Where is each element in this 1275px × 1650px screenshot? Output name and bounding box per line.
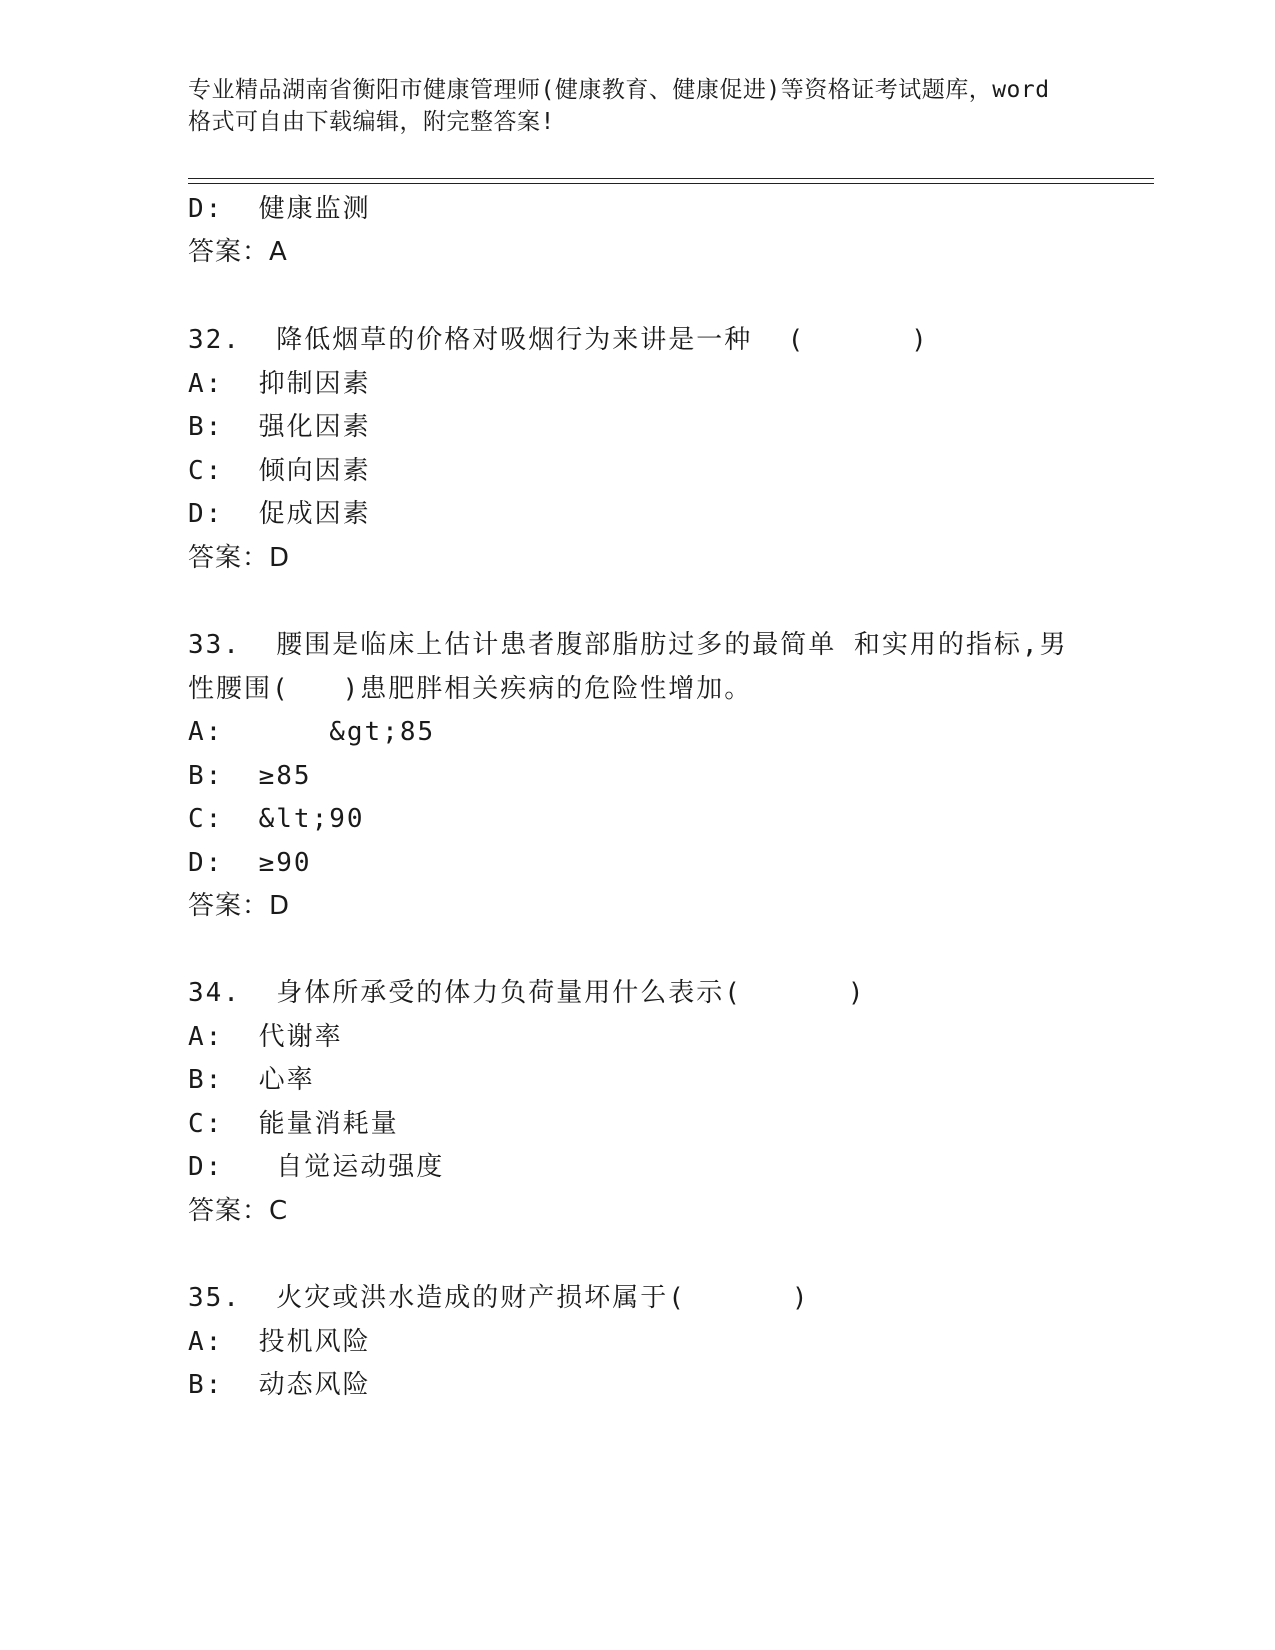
q34-option-c: C: 能量消耗量 <box>188 1109 399 1139</box>
q32-answer: 答案：D <box>188 543 291 573</box>
q33-option-a: A: &gt;85 <box>188 717 436 747</box>
q33-question-line-2: 性腰围( )患肥胖相关疾病的危险性增加。 <box>188 674 753 704</box>
q33-answer: 答案：D <box>188 891 291 921</box>
q33-option-c: C: &lt;90 <box>188 804 365 834</box>
q34-answer: 答案：C <box>188 1196 289 1226</box>
q34-option-d: D: 自觉运动强度 <box>188 1152 445 1182</box>
q35-option-a: A: 投机风险 <box>188 1327 371 1357</box>
q32-option-c: C: 倾向因素 <box>188 456 371 486</box>
q33-option-b: B: ≥85 <box>188 761 312 791</box>
q34-option-b: B: 心率 <box>188 1065 315 1095</box>
q34-question: 34. 身体所承受的体力负荷量用什么表示( ) <box>188 978 866 1008</box>
q33-question-line-1: 33. 腰围是临床上估计患者腹部脂肪过多的最简单 和实用的指标,男 <box>188 630 1068 660</box>
q32-option-d: D: 促成因素 <box>188 499 371 529</box>
header-divider-top <box>188 178 1154 179</box>
q35-question: 35. 火灾或洪水造成的财产损坏属于( ) <box>188 1283 810 1313</box>
q31-answer: 答案：A <box>188 237 288 267</box>
header-line-2: 格式可自由下载编辑，附完整答案! <box>188 109 555 135</box>
q32-question: 32. 降低烟草的价格对吸烟行为来讲是一种 ( ) <box>188 325 929 355</box>
q34-option-a: A: 代谢率 <box>188 1022 343 1052</box>
header-line-1: 专业精品湖南省衡阳市健康管理师(健康教育、健康促进)等资格证考试题库，word <box>188 77 1050 103</box>
q31-option-d: D: 健康监测 <box>188 194 371 224</box>
q32-option-b: B: 强化因素 <box>188 412 371 442</box>
header-divider-bottom <box>188 183 1154 184</box>
q32-option-a: A: 抑制因素 <box>188 369 371 399</box>
document-header <box>188 74 1088 138</box>
q35-option-b: B: 动态风险 <box>188 1370 371 1400</box>
q33-option-d: D: ≥90 <box>188 848 312 878</box>
